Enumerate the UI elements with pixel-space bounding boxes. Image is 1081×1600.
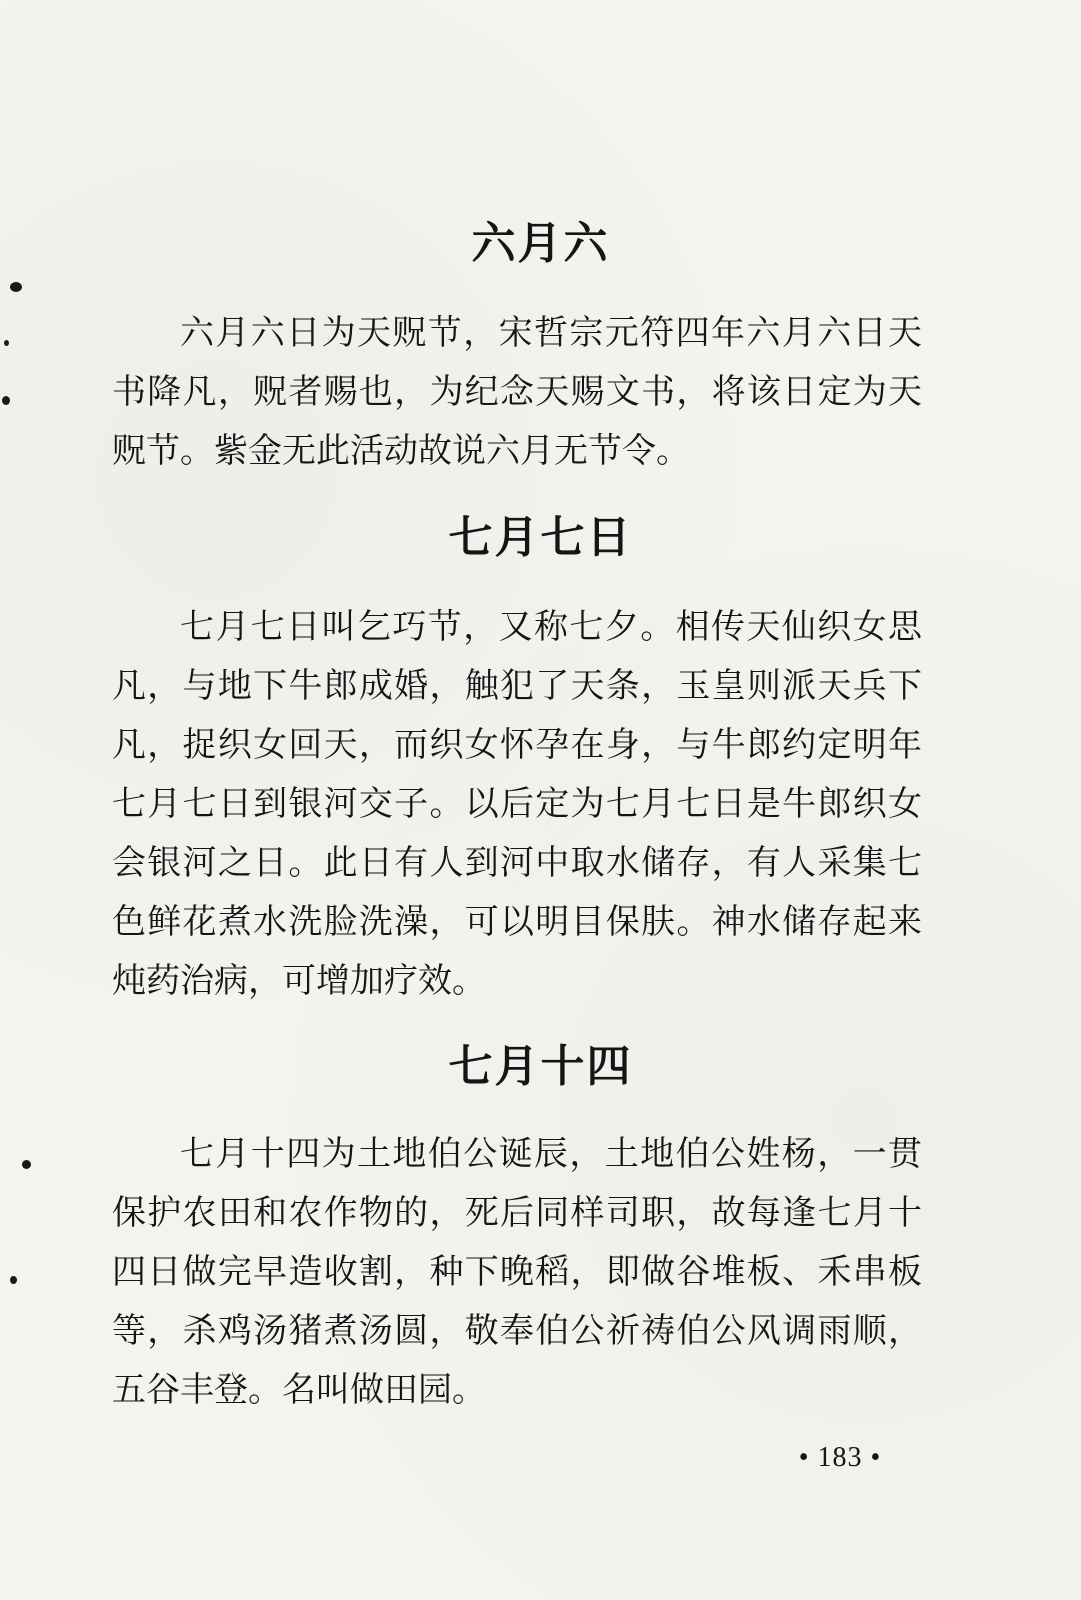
scan-speck (10, 1276, 17, 1284)
scan-speck (2, 396, 10, 405)
section-title-july-seventh: 七月七日 (448, 512, 633, 563)
section-body-june-sixth: 六月六日为天贶节，宋哲宗元符四年六月六日天书降凡，贶者赐也，为纪念天赐文书，将该日定为天贶节。紫金无此活动故说六月无节令。 (112, 313, 922, 471)
scan-speck (4, 340, 9, 346)
page-number: • 183 • (798, 1442, 882, 1473)
section-body-july-seventh: 七月七日叫乞巧节，又称七夕。相传天仙织女思凡，与地下牛郎成婚，触犯了天条，玉皇则派天兵下凡，捉织女回天，而织女怀孕在身，与牛郎约定明年七月七日到银河交子。以后定为七月七日是牛郎织女会银河之日。此日有人到河中取水储存，有人采集七色鲜花煮水洗脸洗澡，可以明目保肤。神水储存起来炖药治病，可增加疗效。 (112, 607, 922, 1001)
scan-speck (22, 1160, 31, 1169)
scan-speck (10, 282, 22, 292)
section-title-june-sixth: 六月六 (471, 218, 610, 269)
section-title-july-fourteenth: 七月十四 (448, 1041, 633, 1092)
section-body-july-fourteenth: 七月十四为土地伯公诞辰，土地伯公姓杨，一贯保护农田和农作物的，死后同样司职，故每逢七月十四日做完早造收割，种下晚稻，即做谷堆板、禾串板等，杀鸡汤猪煮汤圆，敬奉伯公祈祷伯公风调雨顺，五谷丰登。名叫做田园。 (112, 1134, 922, 1410)
